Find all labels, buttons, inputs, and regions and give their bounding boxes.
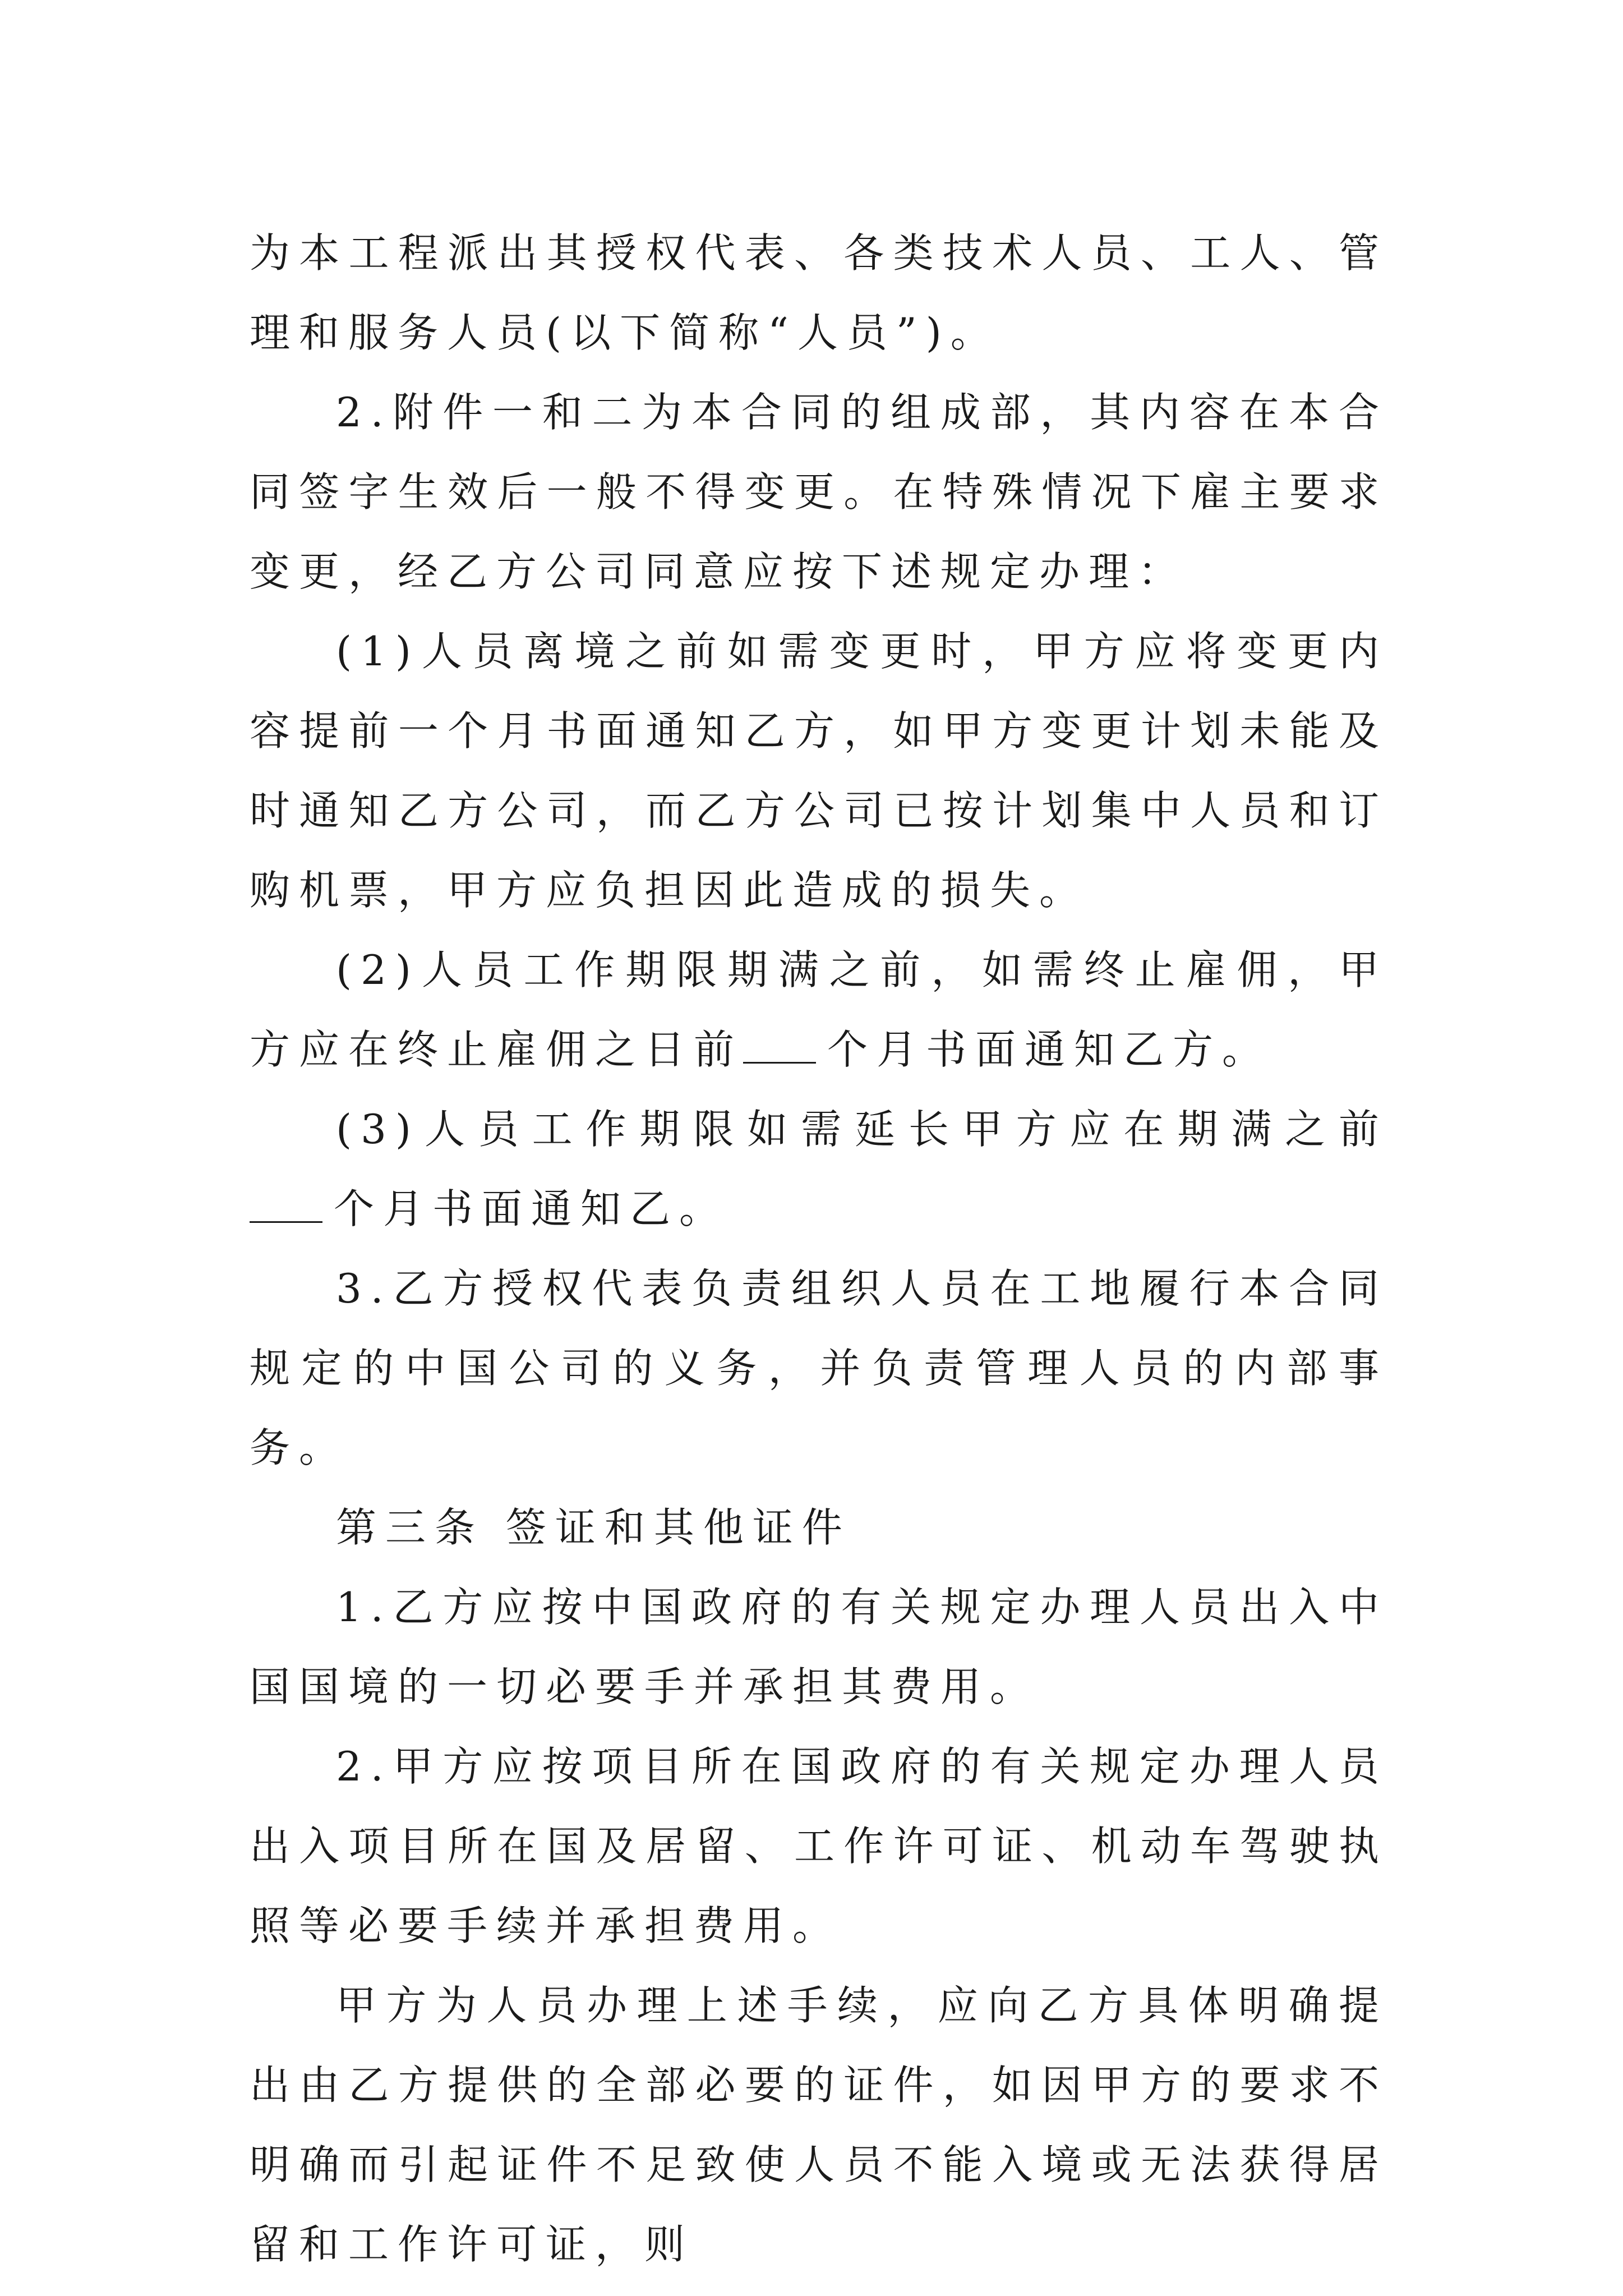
item-2-text-after: 个月书面通知乙方。 xyxy=(827,1026,1272,1073)
item-2-text-before: (2)人员工作期限期满之前，如需终止雇佣，甲方应在终止雇佣之日前 xyxy=(250,946,1388,1073)
paragraph-item-2 xyxy=(250,930,1388,1089)
paragraph-clause-3: 3.乙方授权代表负责组织人员在工地履行本合同规定的中国公司的义务，并负责管理人员的内部事务。 xyxy=(250,1265,1388,1471)
paragraph-visa-procedure: 甲方为人员办理上述手续，应向乙方具体明确提出由乙方提供的全部必要的证件，如因甲方的要求不明确而引起证件不足致使人员不能入境或无法获得居留和工作许可证，则 xyxy=(250,1982,1388,2268)
months-blank-field[interactable] xyxy=(743,1028,816,1064)
paragraph-clause-2: 2.附件一和二为本合同的组成部，其内容在本合同签字生效后一般不得变更。在特殊情况下雇主要求变更，经乙方公司同意应按下述规定办理： xyxy=(250,389,1388,595)
item-3-text-before: (3)人员工作期限如需延长甲方应在期满之前 xyxy=(336,1106,1388,1153)
paragraph-visa-2: 2.甲方应按项目所在国政府的有关规定办理人员出入项目所在国及居留、工作许可证、机动车驾驶执照等必要手续并承担费用。 xyxy=(250,1743,1388,1949)
paragraph-continuation: 为本工程派出其授权代表、各类技术人员、工人、管理和服务人员(以下简称“人员”)。 xyxy=(250,229,1388,356)
paragraph-item-3 xyxy=(250,1089,1388,1249)
paragraph-item-1: (1)人员离境之前如需变更时，甲方应将变更内容提前一个月书面通知乙方，如甲方变更计划未能及时通知乙方公司，而乙方公司已按计划集中人员和订购机票，甲方应负担因此造成的损失。 xyxy=(250,628,1388,914)
months-blank-field[interactable] xyxy=(250,1188,322,1223)
section-heading-article-3: 第三条 签证和其他证件 xyxy=(336,1504,851,1551)
document-body xyxy=(250,213,1388,2284)
item-3-text-after: 个月书面通知乙。 xyxy=(334,1185,729,1232)
paragraph-visa-1: 1.乙方应按中国政府的有关规定办理人员出入中国国境的一切必要手并承担其费用。 xyxy=(250,1584,1388,1710)
